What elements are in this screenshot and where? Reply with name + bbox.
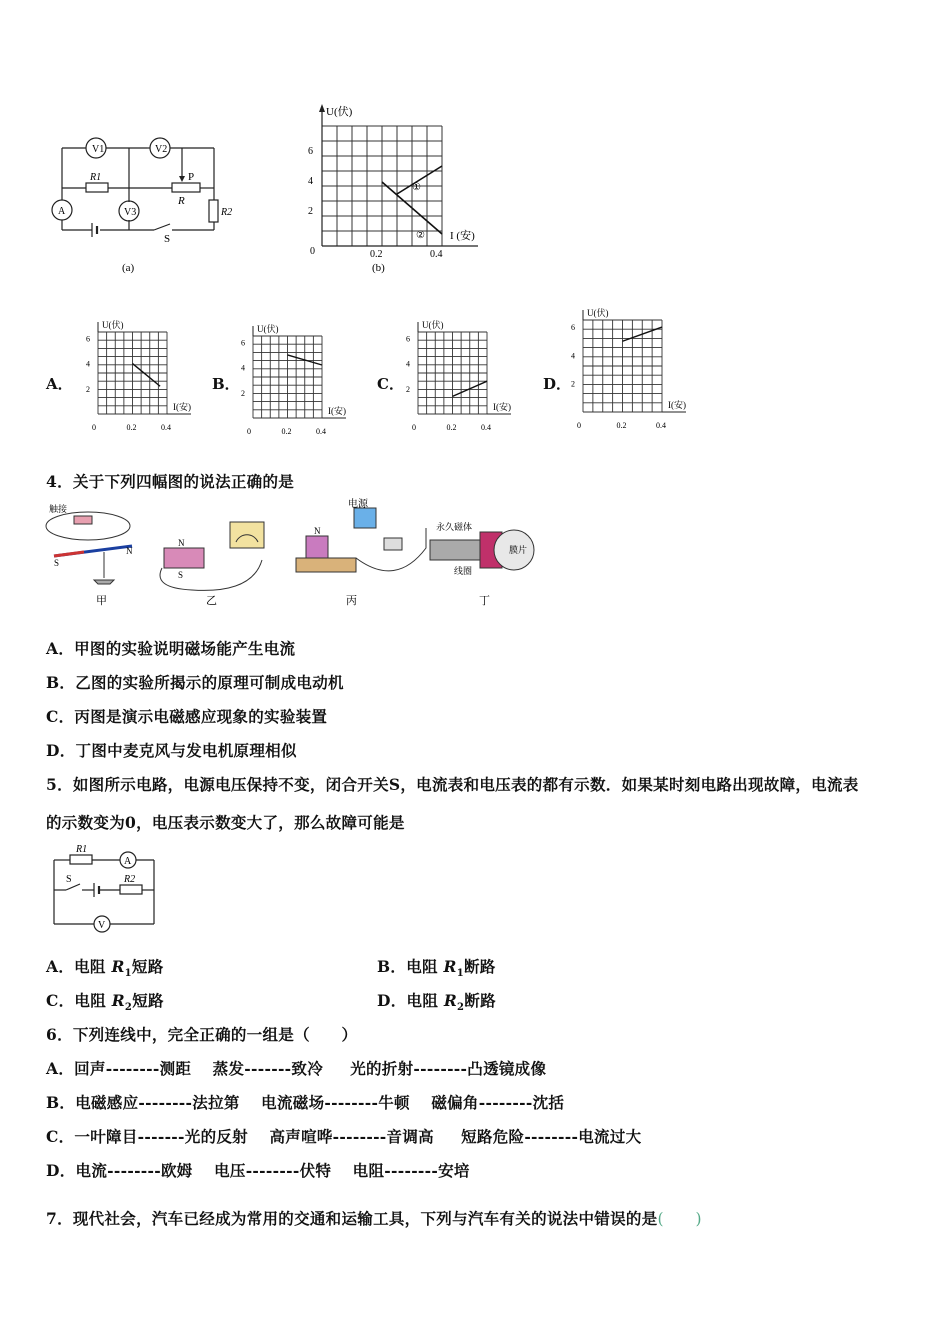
q5-circuit: [48, 842, 163, 937]
x-tick-label: 0: [412, 423, 416, 432]
graph-b-line2-label: ②: [416, 230, 425, 241]
q5-option-c-sub: 2: [124, 1002, 133, 1014]
q5-option-c-var: R: [111, 991, 125, 1010]
jia-s-label: S: [54, 558, 60, 568]
ammeter-label: A: [58, 206, 66, 217]
q5-stem-line1: 5．如图所示电路，电源电压保持不变，闭合开关S，电流表和电压表的都有示数．如果某时刻电路出现故障，电流表: [46, 775, 859, 794]
x-tick-label: 0: [577, 421, 581, 430]
circuit-diagram-a: [44, 130, 244, 280]
q4-stem: 4．关于下列四幅图的说法正确的是: [46, 472, 295, 491]
q5-option-a[interactable]: [46, 955, 164, 979]
graph-b-xtick-04: 0.4: [430, 249, 443, 260]
q4-option-c[interactable]: C．丙图是演示电磁感应现象的实验装置: [46, 707, 328, 726]
magnet-label: 永久磁体: [436, 522, 473, 532]
q5-option-b-var: R: [443, 957, 457, 976]
q6-option-a[interactable]: A．回声--------测距 蒸发-------致冷 光的折射--------凸透镜成像: [46, 1059, 547, 1078]
q7-answer-paren: ( ): [657, 1210, 702, 1228]
y-tick-label: 4: [406, 359, 410, 369]
q5-r1-label: R1: [76, 844, 88, 855]
x-tick-label: 0: [92, 423, 96, 432]
r2-label: R2: [221, 207, 233, 218]
figure-yi-label: 乙: [206, 595, 217, 607]
p-label: P: [188, 171, 195, 183]
bing-n-label: N: [314, 526, 321, 536]
y-tick-label: 2: [241, 388, 245, 398]
q5-option-b-rest: 断路: [463, 957, 496, 976]
graph-option-a-letter[interactable]: A．: [46, 375, 73, 393]
q5-option-d-var: R: [443, 991, 458, 1010]
q5-option-a-sub: 1: [124, 968, 132, 980]
graph-b-xtick-02: 0.2: [370, 249, 383, 260]
q5-stem-line2: 的示数变为0，电压表示数变大了，那么故障可能是: [46, 813, 405, 832]
q5-option-b-prefix: B．电阻: [377, 957, 444, 976]
q5-switch-label: S: [66, 874, 72, 885]
q5-option-d-sub: 2: [457, 1002, 465, 1014]
q5-ammeter-label: A: [124, 856, 132, 867]
q6-option-b[interactable]: B．电磁感应--------法拉第 电流磁场--------牛顿 磁偏角--------沈括: [46, 1093, 565, 1112]
y-tick-label: 4: [571, 351, 575, 361]
coil-label: 线圈: [454, 566, 473, 576]
y-tick-label: 6: [86, 334, 90, 344]
graph-b-ytick-6: 6: [308, 146, 313, 157]
y-axis-label: U(伏): [422, 320, 444, 330]
y-tick-label: 6: [406, 334, 410, 344]
figure-bing-label: 丙: [346, 595, 357, 607]
x-tick-label: 0: [247, 427, 251, 436]
graph-option-d-letter[interactable]: D．: [543, 375, 572, 393]
graph-b-origin: 0: [310, 246, 315, 257]
q5-option-a-var: R: [111, 957, 125, 976]
yi-s-label: S: [178, 570, 184, 580]
x-tick-label: 0.2: [281, 427, 292, 436]
x-tick-label: 0.2: [126, 423, 137, 432]
q5-option-c[interactable]: [46, 989, 164, 1013]
q5-option-a-rest: 短路: [131, 957, 164, 976]
q5-option-c-prefix: C．电阻: [46, 991, 112, 1010]
series-line: [133, 364, 161, 387]
touch-label: 触接: [49, 504, 68, 514]
graph-b-ytick-2: 2: [308, 206, 313, 217]
x-tick-label: 0.2: [446, 423, 457, 432]
graph-option-b-letter[interactable]: B．: [212, 375, 240, 393]
y-tick-label: 2: [86, 384, 90, 394]
graph-b: [300, 100, 500, 280]
x-axis-label: I(安): [668, 400, 686, 410]
r1-label: R1: [90, 172, 102, 183]
v3-label: V3: [124, 207, 137, 218]
q4-option-d[interactable]: D．丁图中麦克风与发电机原理相似: [46, 741, 297, 760]
y-tick-label: 2: [406, 384, 410, 394]
caption-a: (a): [122, 262, 135, 274]
graph-option-b: [235, 322, 360, 440]
q6-option-d[interactable]: D．电流--------欧姆 电压--------伏特 电阻--------安培: [46, 1161, 470, 1180]
v2-label: V2: [155, 144, 168, 155]
q4-figures: [44, 498, 564, 613]
x-tick-label: 0.4: [161, 423, 171, 432]
power-label: 电源: [348, 499, 368, 510]
q4-option-a[interactable]: A．甲图的实验说明磁场能产生电流: [46, 639, 296, 658]
x-axis-label: I(安): [328, 406, 346, 416]
diaphragm-label: 膜片: [509, 545, 528, 555]
graph-option-c-letter[interactable]: C．: [377, 375, 404, 393]
q6-option-c[interactable]: C．一叶障目-------光的反射 高声喧哗--------音调高 短路危险--------电流过大: [46, 1127, 642, 1146]
graph-b-line1-label: ①: [412, 182, 421, 193]
x-tick-label: 0.4: [316, 427, 326, 436]
q5-option-d[interactable]: [377, 989, 496, 1013]
q5-option-a-prefix: A．电阻: [46, 957, 112, 976]
q5-option-c-rest: 短路: [132, 991, 164, 1010]
y-tick-label: 6: [241, 338, 245, 348]
v1-label: V1: [92, 144, 105, 155]
q5-r2-label: R2: [124, 874, 136, 885]
q5-option-b[interactable]: [377, 955, 496, 979]
s-label: S: [164, 233, 171, 245]
y-axis-label: U(伏): [102, 320, 124, 330]
y-axis-label: U(伏): [587, 308, 609, 318]
q6-stem: 6．下列连线中，完全正确的一组是（ ）: [46, 1025, 358, 1044]
x-tick-label: 0.4: [481, 423, 491, 432]
caption-b: (b): [372, 262, 385, 274]
y-tick-label: 4: [241, 363, 245, 373]
graph-option-a: [80, 318, 205, 436]
graph-b-ylabel: U(伏): [326, 106, 353, 118]
graph-b-xlabel: I (安): [450, 230, 475, 242]
q5-voltmeter-label: V: [98, 920, 106, 931]
q5-option-b-sub: 1: [456, 968, 464, 980]
y-tick-label: 6: [571, 323, 575, 333]
q7-stem-text: 7．现代社会，汽车已经成为常用的交通和运输工具，下列与汽车有关的说法中错误的是: [46, 1209, 658, 1228]
x-axis-label: I(安): [173, 402, 191, 412]
x-tick-label: 0.4: [656, 421, 666, 430]
q7-stem: [46, 1207, 702, 1229]
y-tick-label: 2: [571, 379, 575, 389]
graph-option-c: [400, 318, 525, 436]
x-tick-label: 0.2: [616, 421, 627, 430]
jia-n-label: N: [126, 546, 133, 556]
graph-option-d: [565, 306, 700, 434]
graph-b-ytick-4: 4: [308, 176, 313, 187]
q5-option-d-rest: 断路: [464, 991, 496, 1010]
r-label: R: [178, 195, 185, 207]
figure-jia-label: 甲: [96, 595, 107, 607]
q4-option-b[interactable]: B．乙图的实验所揭示的原理可制成电动机: [46, 673, 344, 692]
figure-ding-label: 丁: [479, 595, 490, 607]
yi-n-label: N: [178, 538, 185, 548]
x-axis-label: I(安): [493, 402, 511, 412]
y-tick-label: 4: [86, 359, 90, 369]
q5-option-d-prefix: D．电阻: [377, 991, 444, 1010]
y-axis-label: U(伏): [257, 324, 279, 334]
